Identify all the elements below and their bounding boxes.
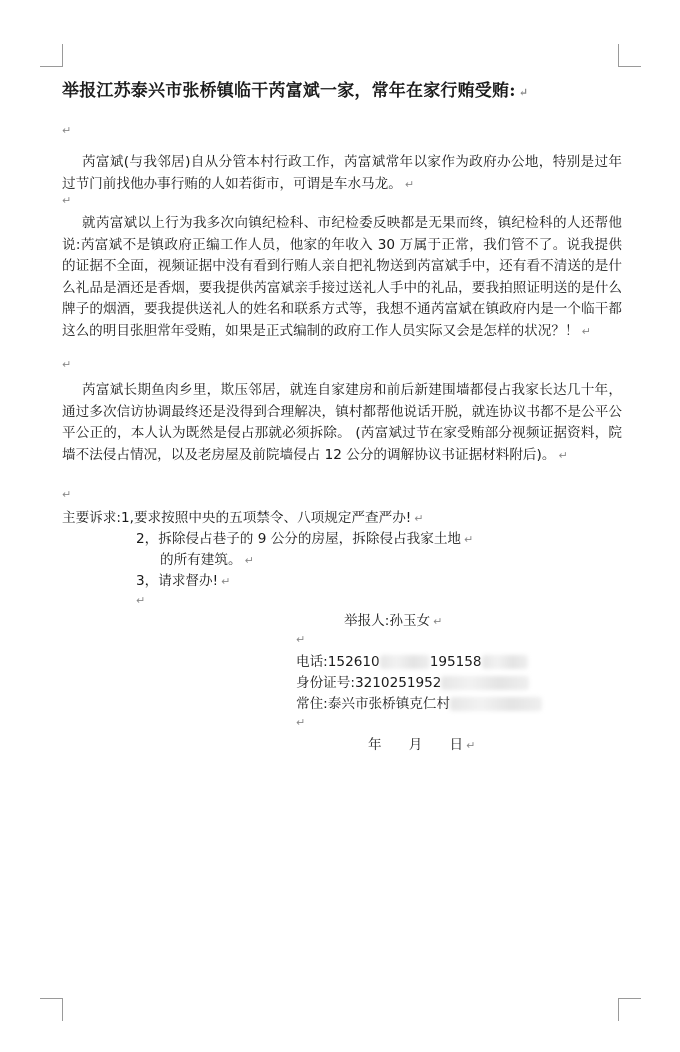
- paragraph-mark-icon: ↵: [62, 124, 72, 137]
- paragraph-mark-icon: ↵: [296, 633, 306, 646]
- paragraph-mark-icon: ↵: [62, 358, 72, 371]
- phone-number-part-1: 152610: [327, 654, 380, 670]
- page-corner-top-right: [618, 44, 641, 67]
- demands-item-3: 3，请求督办! ↵: [136, 573, 231, 589]
- paragraph-1: 芮富斌(与我邻居)自从分管本村行政工作，芮富斌常年以家作为政府办公地，特别是过年过节门前找他办事行贿的人如若街市，可谓是车水马龙。 ↵: [62, 154, 622, 192]
- paragraph-mark-icon: ↵: [296, 716, 306, 729]
- paragraph-mark-icon: ↵: [404, 177, 415, 191]
- paragraph-mark-icon: ↵: [558, 448, 568, 462]
- phone-line: 电话:152610 195158: [296, 652, 528, 674]
- address-line: 常住:泰兴市张桥镇克仁村: [296, 694, 542, 716]
- redaction-blur: [380, 655, 430, 669]
- phone-number-part-2: 195158: [429, 654, 482, 670]
- paragraph-mark-icon: ↵: [464, 533, 474, 546]
- page-corner-bottom-right: [618, 998, 641, 1021]
- paragraph-mark-icon: ↵: [221, 575, 231, 588]
- page-corner-bottom-left: [40, 998, 63, 1021]
- paragraph-mark-icon: ↵: [518, 86, 529, 99]
- paragraph-mark-icon: ↵: [62, 194, 72, 207]
- date-line: 年 月 日 ↵: [368, 737, 476, 753]
- document-title: 举报江苏泰兴市张桥镇临干芮富斌一家，常年在家行贿受贿: ↵: [62, 81, 529, 101]
- paragraph-mark-icon: ↵: [433, 615, 443, 628]
- id-number-value: 3210251952: [354, 675, 442, 691]
- id-number-line: 身份证号:3210251952: [296, 673, 529, 695]
- demands-label: 主要诉求:: [62, 510, 121, 526]
- page-corner-top-left: [40, 44, 63, 67]
- paragraph-mark-icon: ↵: [244, 554, 254, 567]
- paragraph-mark-icon: ↵: [466, 739, 476, 752]
- paragraph-mark-icon: ↵: [62, 488, 72, 501]
- redaction-blur: [450, 697, 542, 711]
- reporter-name: 举报人:孙玉女 ↵: [344, 613, 443, 629]
- paragraph-mark-icon: ↵: [414, 512, 424, 525]
- redaction-blur: [441, 676, 529, 690]
- demands-item-2: 2，拆除侵占巷子的 9 公分的房屋，拆除侵占我家土地 ↵: [136, 531, 474, 547]
- address-value: 泰兴市张桥镇克仁村: [327, 696, 451, 712]
- paragraph-mark-icon: ↵: [136, 594, 146, 607]
- paragraph-3: 芮富斌长期鱼肉乡里，欺压邻居，就连自家建房和前后新建围墙都侵占我家长达几十年，通过多次信访协调最终还是没得到合理解决，镇村都帮他说话开脱，就连协议书都不是公平公平公正的，本人认为既然是侵占那就必须拆除。 (芮富斌过节在家受贿部分视频证据资料，院墙不法侵占情况，以及老房屋及前院墙侵占 12 公分的调解协议书证据材料附后)。 ↵: [62, 382, 622, 463]
- demands-item-2-continued: 的所有建筑。 ↵: [160, 552, 254, 568]
- paragraph-mark-icon: ↵: [581, 324, 591, 338]
- paragraph-2: 就芮富斌以上行为我多次向镇纪检科、市纪检委反映都是无果而终，镇纪检科的人还帮他说:芮富斌不是镇政府正编工作人员，他家的年收入 30 万属于正常，我们管不了。说我提供的证据不全面，视频证据中没有看到行贿人亲自把礼物送到芮富斌手中，还有看不清送的是什么礼品是酒还是香烟，要我提供芮富斌亲手接过送礼人手中的礼品，要我拍照证明送的是什么牌子的烟酒，要我提供送礼人的姓名和联系方式等，我想不通芮富斌在镇政府内是一个临干都这么的明目张胆常年受贿，如果是正式编制的政府工作人员实际又会是怎样的状况？！ ↵: [62, 215, 622, 339]
- demands-item-1: 主要诉求:1,要求按照中央的五项禁令、八项规定严查严办! ↵: [62, 510, 424, 526]
- redaction-blur: [482, 655, 528, 669]
